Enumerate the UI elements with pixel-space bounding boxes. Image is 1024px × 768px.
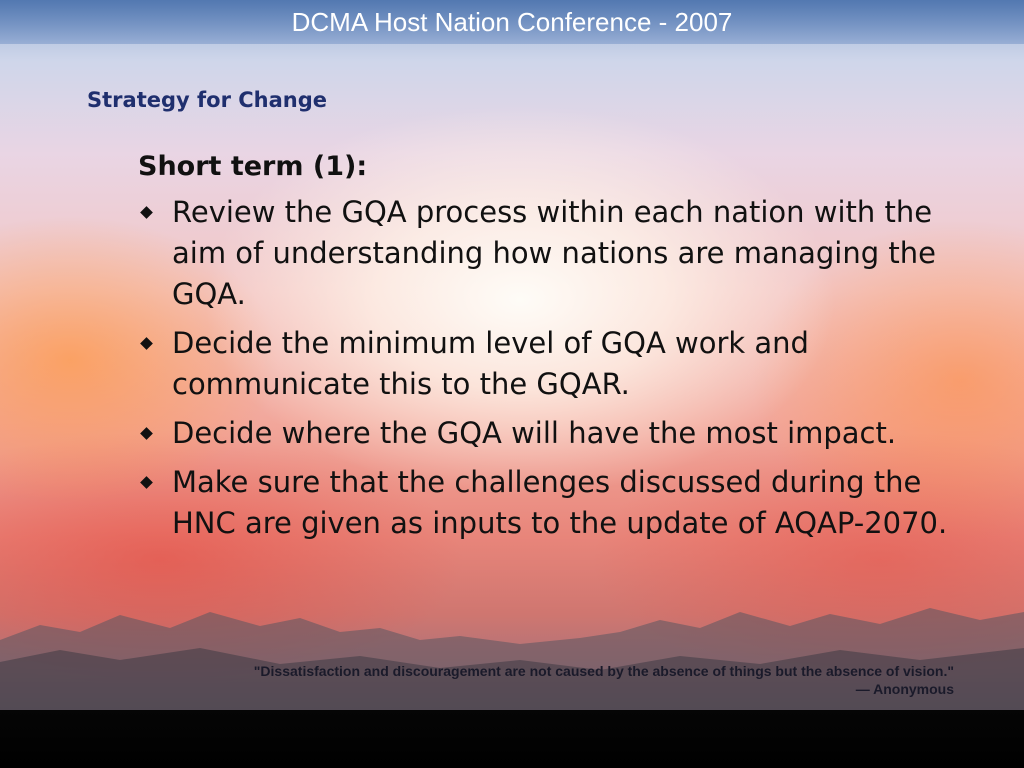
diamond-bullet-icon: [140, 337, 153, 350]
diamond-bullet-icon: [140, 476, 153, 489]
diamond-bullet-icon: [140, 206, 153, 219]
slide-title: Strategy for Change: [87, 88, 327, 112]
bullet-item: [138, 413, 968, 454]
header-bar: [0, 0, 1024, 44]
bullet-text: Decide the minimum level of GQA work and communicate this to the GQAR.: [172, 326, 809, 401]
bullet-text: Make sure that the challenges discussed during the HNC are given as inputs to the update of AQAP-2070.: [172, 465, 948, 540]
diamond-bullet-icon: [140, 427, 153, 440]
bullet-list: [138, 192, 968, 544]
subheading: Short term (1):: [138, 151, 368, 182]
bullet-item: [138, 462, 968, 544]
bullet-item: [138, 192, 968, 315]
bullet-text: Review the GQA process within each nation with the aim of understanding how nations are managing the GQA.: [172, 195, 936, 311]
footer-bar: [0, 710, 1024, 768]
slide-content: [138, 148, 968, 552]
conference-title: DCMA Host Nation Conference - 2007: [291, 7, 733, 37]
bullet-text: Decide where the GQA will have the most impact.: [172, 416, 897, 450]
bullet-item: [138, 323, 968, 405]
quote-text: "Dissatisfaction and discouragement are not caused by the absence of things but the absence of vision.": [253, 663, 954, 679]
quote-block: [254, 662, 954, 698]
quote-attribution: — Anonymous: [855, 681, 954, 697]
